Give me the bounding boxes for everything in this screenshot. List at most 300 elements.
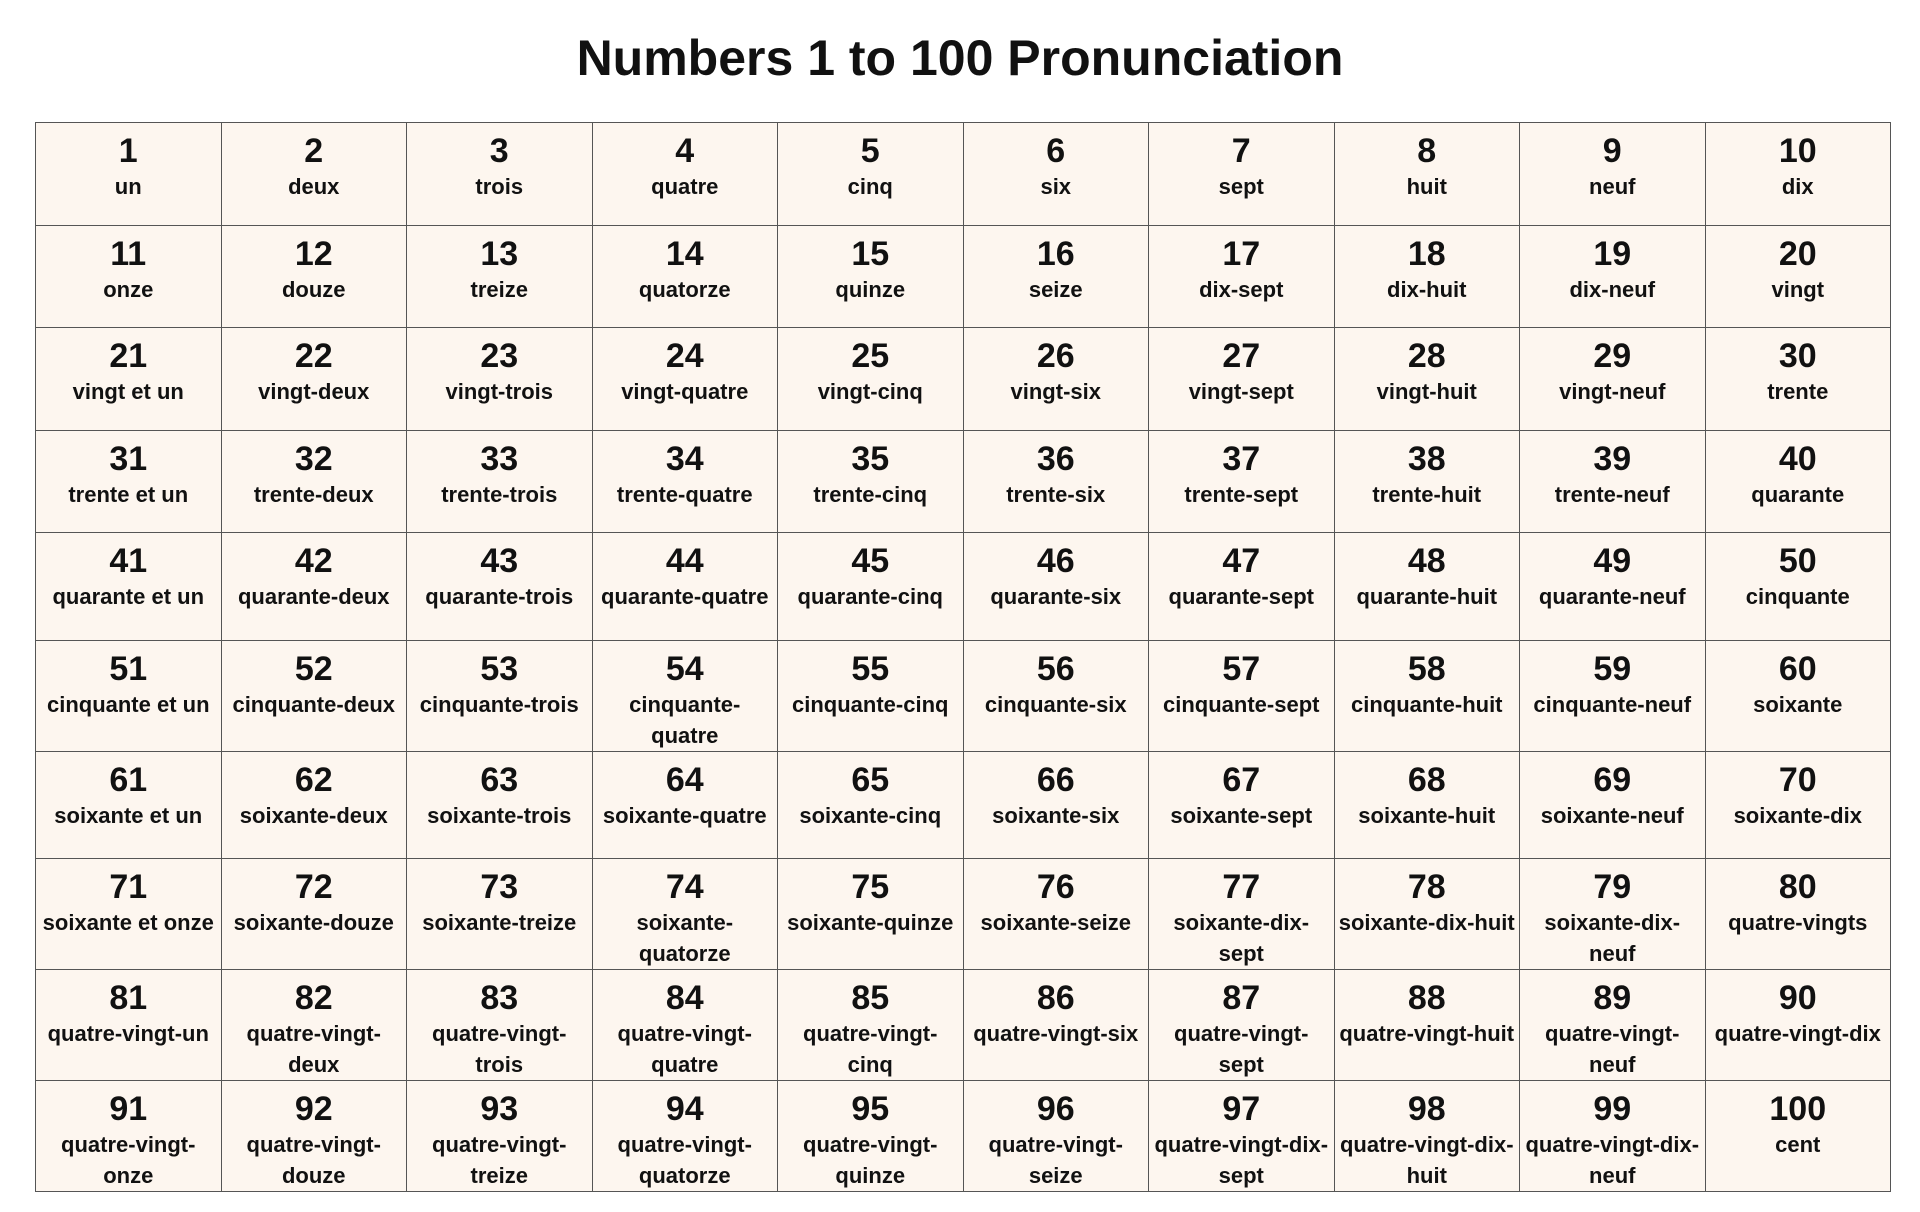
number-word: cinquante-six xyxy=(984,691,1127,717)
number-digit: 37 xyxy=(1222,439,1261,478)
number-cell xyxy=(1334,328,1520,431)
number-cell xyxy=(1334,123,1520,226)
number-word: quatre-vingt-seize xyxy=(988,1132,1123,1189)
number-word: trente-cinq xyxy=(813,481,928,507)
number-digit: 49 xyxy=(1593,542,1632,580)
number-word: quarante-huit xyxy=(1356,584,1498,609)
table-row xyxy=(36,533,1891,641)
number-word: quatre-vingt-un xyxy=(47,1021,209,1047)
number-digit: 59 xyxy=(1593,649,1632,688)
number-word: neuf xyxy=(1589,174,1636,199)
number-word: soixante-quinze xyxy=(787,910,954,936)
number-word: soixante-trois xyxy=(427,802,572,828)
number-cell xyxy=(407,640,593,751)
number-digit: 74 xyxy=(665,868,704,907)
number-cell xyxy=(1520,859,1706,970)
numbers-table-body xyxy=(36,123,1891,1192)
table-row xyxy=(36,123,1891,226)
number-cell xyxy=(778,328,964,431)
number-word: douze xyxy=(281,276,346,302)
number-digit: 31 xyxy=(109,439,148,478)
number-word: quatre-vingt-quinze xyxy=(803,1132,938,1189)
number-cell xyxy=(963,859,1149,970)
number-cell xyxy=(221,533,407,641)
number-cell xyxy=(221,640,407,751)
number-cell xyxy=(778,1081,964,1192)
number-word: quatre-vingt-dix-neuf xyxy=(1525,1132,1700,1189)
number-cell xyxy=(221,225,407,328)
number-word: trente-neuf xyxy=(1554,481,1670,507)
number-cell xyxy=(592,533,778,641)
number-word: sept xyxy=(1218,174,1264,199)
number-digit: 11 xyxy=(110,234,147,273)
number-cell xyxy=(1149,225,1335,328)
number-word: dix xyxy=(1781,174,1814,199)
number-cell xyxy=(1334,1081,1520,1192)
number-digit: 91 xyxy=(109,1090,148,1129)
number-word: quatre-vingt-dix xyxy=(1714,1021,1881,1047)
number-word: soixante xyxy=(1753,691,1843,717)
number-word: dix-huit xyxy=(1387,276,1467,302)
number-cell xyxy=(592,640,778,751)
number-word: trente-six xyxy=(1006,481,1106,507)
number-digit: 66 xyxy=(1036,760,1075,799)
number-cell xyxy=(36,225,222,328)
number-word: cinquante-trois xyxy=(419,691,579,717)
table-row xyxy=(36,859,1891,970)
number-cell xyxy=(963,430,1149,533)
number-digit: 73 xyxy=(480,868,519,907)
number-digit: 61 xyxy=(109,760,148,799)
number-word: quatre-vingt-six xyxy=(973,1021,1139,1047)
number-digit: 97 xyxy=(1222,1090,1261,1129)
number-digit: 51 xyxy=(109,649,148,688)
number-digit: 72 xyxy=(294,868,333,907)
number-cell xyxy=(592,970,778,1081)
number-cell xyxy=(407,970,593,1081)
number-digit: 87 xyxy=(1222,979,1261,1018)
number-word: vingt-neuf xyxy=(1559,379,1666,404)
number-cell xyxy=(592,225,778,328)
number-digit: 17 xyxy=(1222,234,1261,273)
number-cell xyxy=(778,533,964,641)
number-digit: 36 xyxy=(1036,439,1075,478)
number-digit: 18 xyxy=(1407,234,1446,273)
number-cell xyxy=(778,640,964,751)
number-cell xyxy=(592,123,778,226)
number-digit: 52 xyxy=(294,649,333,688)
number-digit: 46 xyxy=(1036,542,1075,580)
number-word: quatre-vingt-dix-sept xyxy=(1154,1132,1329,1189)
number-cell xyxy=(1705,328,1891,431)
number-cell xyxy=(963,640,1149,751)
number-cell xyxy=(221,859,407,970)
number-digit: 2 xyxy=(304,132,324,170)
number-word: soixante et onze xyxy=(42,910,214,936)
number-word: quarante-cinq xyxy=(797,584,943,609)
number-digit: 98 xyxy=(1407,1090,1446,1129)
table-row xyxy=(36,430,1891,533)
number-digit: 82 xyxy=(294,979,333,1018)
number-cell xyxy=(407,751,593,859)
number-cell xyxy=(407,430,593,533)
number-cell xyxy=(1334,533,1520,641)
number-word: soixante-six xyxy=(992,802,1120,828)
number-digit: 83 xyxy=(480,979,519,1018)
number-cell xyxy=(407,225,593,328)
number-word: quatre-vingt-onze xyxy=(61,1132,196,1189)
number-word: cinquante xyxy=(1745,584,1850,609)
number-digit: 30 xyxy=(1778,337,1817,375)
number-digit: 41 xyxy=(109,542,148,580)
number-cell xyxy=(963,123,1149,226)
number-word: cinquante et un xyxy=(46,691,210,717)
number-cell xyxy=(1149,123,1335,226)
number-digit: 76 xyxy=(1036,868,1075,907)
number-word: onze xyxy=(103,276,154,302)
number-cell xyxy=(778,751,964,859)
number-digit: 88 xyxy=(1407,979,1446,1018)
number-word: trente xyxy=(1767,379,1829,404)
numbers-table xyxy=(35,122,1891,1192)
number-cell xyxy=(36,430,222,533)
number-cell xyxy=(407,859,593,970)
number-word: quatre-vingt-neuf xyxy=(1545,1021,1680,1078)
number-word: soixante-dix-sept xyxy=(1173,910,1310,967)
number-word: quatre-vingt-cinq xyxy=(803,1021,938,1078)
number-digit: 79 xyxy=(1593,868,1632,907)
number-cell xyxy=(1705,751,1891,859)
number-digit: 34 xyxy=(665,439,704,478)
number-word: quarante xyxy=(1751,481,1845,507)
number-cell xyxy=(1520,328,1706,431)
number-word: soixante-seize xyxy=(980,910,1131,936)
number-word: quatre-vingt-douze xyxy=(246,1132,381,1189)
number-digit: 6 xyxy=(1046,132,1066,170)
number-word: trente-trois xyxy=(441,481,558,507)
number-digit: 1 xyxy=(118,132,138,170)
number-digit: 99 xyxy=(1593,1090,1632,1129)
number-word: vingt-huit xyxy=(1376,379,1477,404)
number-word: cinquante-sept xyxy=(1163,691,1320,717)
number-digit: 44 xyxy=(665,542,704,580)
number-digit: 38 xyxy=(1407,439,1446,478)
number-cell xyxy=(36,640,222,751)
number-word: trente-huit xyxy=(1372,481,1482,507)
number-digit: 85 xyxy=(851,979,890,1018)
number-digit: 92 xyxy=(294,1090,333,1129)
number-word: quatre-vingt-huit xyxy=(1339,1021,1515,1047)
number-digit: 86 xyxy=(1036,979,1075,1018)
number-cell xyxy=(221,751,407,859)
number-digit: 53 xyxy=(480,649,519,688)
number-digit: 80 xyxy=(1778,868,1817,907)
number-cell xyxy=(221,970,407,1081)
number-digit: 60 xyxy=(1778,649,1817,688)
number-word: vingt-quatre xyxy=(621,379,749,404)
number-cell xyxy=(592,1081,778,1192)
number-word: quarante-trois xyxy=(425,584,574,609)
number-word: quatorze xyxy=(638,276,731,302)
number-cell xyxy=(1520,970,1706,1081)
number-word: cinquante-neuf xyxy=(1533,691,1692,717)
number-digit: 55 xyxy=(851,649,890,688)
number-word: quatre-vingt-deux xyxy=(246,1021,381,1078)
number-cell xyxy=(1149,1081,1335,1192)
number-cell xyxy=(1705,123,1891,226)
number-cell xyxy=(1334,970,1520,1081)
number-digit: 48 xyxy=(1407,542,1446,580)
number-cell xyxy=(778,859,964,970)
number-cell xyxy=(36,1081,222,1192)
number-cell xyxy=(36,751,222,859)
number-word: soixante-quatorze xyxy=(636,910,734,967)
number-word: quatre-vingt-dix-huit xyxy=(1339,1132,1514,1189)
number-digit: 56 xyxy=(1036,649,1075,688)
number-digit: 50 xyxy=(1778,542,1817,580)
number-cell xyxy=(36,328,222,431)
number-word: trente-deux xyxy=(253,481,374,507)
number-cell xyxy=(36,123,222,226)
number-word: cinquante-quatre xyxy=(629,691,741,748)
number-word: quatre-vingt-sept xyxy=(1174,1021,1309,1078)
number-cell xyxy=(778,123,964,226)
number-word: vingt xyxy=(1771,276,1825,302)
number-digit: 22 xyxy=(294,337,333,375)
number-digit: 90 xyxy=(1778,979,1817,1018)
number-digit: 32 xyxy=(294,439,333,478)
number-digit: 78 xyxy=(1407,868,1446,907)
number-digit: 39 xyxy=(1593,439,1632,478)
number-cell xyxy=(1520,225,1706,328)
number-cell xyxy=(1334,751,1520,859)
number-cell xyxy=(1520,430,1706,533)
number-digit: 47 xyxy=(1222,542,1261,580)
number-word: trente et un xyxy=(68,481,189,507)
number-word: cent xyxy=(1775,1132,1821,1158)
table-row xyxy=(36,225,1891,328)
number-cell xyxy=(963,225,1149,328)
table-row xyxy=(36,1081,1891,1192)
number-digit: 27 xyxy=(1222,337,1261,375)
number-word: cinquante-huit xyxy=(1350,691,1503,717)
number-digit: 25 xyxy=(851,337,890,375)
number-digit: 70 xyxy=(1778,760,1817,799)
number-digit: 67 xyxy=(1222,760,1261,799)
number-cell xyxy=(36,970,222,1081)
number-digit: 9 xyxy=(1602,132,1622,170)
number-digit: 3 xyxy=(489,132,509,170)
number-word: soixante-deux xyxy=(239,802,388,828)
number-word: soixante-neuf xyxy=(1540,802,1684,828)
number-word: soixante-douze xyxy=(233,910,394,936)
number-digit: 8 xyxy=(1417,132,1437,170)
number-word: seize xyxy=(1028,276,1083,302)
number-word: quarante-deux xyxy=(237,584,390,609)
number-digit: 40 xyxy=(1778,439,1817,478)
number-word: vingt-six xyxy=(1010,379,1101,404)
table-row xyxy=(36,751,1891,859)
number-cell xyxy=(1149,430,1335,533)
number-cell xyxy=(1334,225,1520,328)
number-digit: 54 xyxy=(665,649,704,688)
number-cell xyxy=(407,533,593,641)
number-word: trente-quatre xyxy=(616,481,753,507)
number-word: cinq xyxy=(847,174,893,199)
number-digit: 14 xyxy=(665,234,704,273)
number-cell xyxy=(963,328,1149,431)
number-digit: 23 xyxy=(480,337,519,375)
number-cell xyxy=(1520,640,1706,751)
number-cell xyxy=(963,533,1149,641)
number-digit: 95 xyxy=(851,1090,890,1129)
number-digit: 5 xyxy=(860,132,880,170)
number-digit: 12 xyxy=(294,234,333,273)
number-cell xyxy=(1520,533,1706,641)
number-cell xyxy=(1334,430,1520,533)
number-word: quarante et un xyxy=(52,584,205,609)
number-word: vingt et un xyxy=(72,379,184,404)
number-digit: 29 xyxy=(1593,337,1632,375)
number-word: un xyxy=(114,174,142,199)
number-cell xyxy=(1149,859,1335,970)
number-cell xyxy=(36,533,222,641)
number-cell xyxy=(407,1081,593,1192)
number-word: soixante et un xyxy=(54,802,203,828)
number-digit: 84 xyxy=(665,979,704,1018)
number-digit: 100 xyxy=(1769,1090,1827,1129)
number-cell xyxy=(778,970,964,1081)
number-word: vingt-cinq xyxy=(817,379,923,404)
number-word: cinquante-cinq xyxy=(792,691,949,717)
number-cell xyxy=(778,430,964,533)
number-word: huit xyxy=(1406,174,1447,199)
number-word: treize xyxy=(470,276,528,302)
number-cell xyxy=(221,430,407,533)
number-digit: 96 xyxy=(1036,1090,1075,1129)
number-cell xyxy=(407,328,593,431)
number-word: quatre-vingt-quatre xyxy=(617,1021,752,1078)
number-cell xyxy=(1149,328,1335,431)
number-digit: 21 xyxy=(109,337,148,375)
number-word: soixante-dix-neuf xyxy=(1544,910,1681,967)
number-digit: 94 xyxy=(665,1090,704,1129)
number-digit: 10 xyxy=(1778,132,1817,170)
number-word: cinquante-deux xyxy=(232,691,396,717)
number-digit: 93 xyxy=(480,1090,519,1129)
number-cell xyxy=(221,123,407,226)
number-digit: 35 xyxy=(851,439,890,478)
number-word: quatre-vingt-quatorze xyxy=(617,1132,752,1189)
number-word: vingt-trois xyxy=(445,379,554,404)
number-cell xyxy=(1705,970,1891,1081)
number-cell xyxy=(963,751,1149,859)
number-cell xyxy=(963,1081,1149,1192)
number-cell xyxy=(778,225,964,328)
number-word: soixante-dix-huit xyxy=(1338,910,1515,936)
number-cell xyxy=(592,751,778,859)
number-digit: 19 xyxy=(1593,234,1632,273)
number-cell xyxy=(1705,1081,1891,1192)
number-cell xyxy=(592,430,778,533)
number-cell xyxy=(1520,1081,1706,1192)
number-cell xyxy=(221,328,407,431)
number-word: soixante-quatre xyxy=(602,802,767,828)
number-cell xyxy=(1705,859,1891,970)
number-word: quarante-quatre xyxy=(601,584,769,609)
number-cell xyxy=(221,1081,407,1192)
number-cell xyxy=(407,123,593,226)
number-cell xyxy=(1520,123,1706,226)
number-digit: 77 xyxy=(1222,868,1261,907)
number-cell xyxy=(1705,533,1891,641)
number-digit: 62 xyxy=(294,760,333,799)
number-digit: 71 xyxy=(109,868,148,907)
number-word: six xyxy=(1040,174,1072,199)
number-digit: 16 xyxy=(1036,234,1075,273)
number-digit: 43 xyxy=(480,542,519,580)
number-word: quatre xyxy=(651,174,719,199)
number-word: dix-neuf xyxy=(1569,276,1656,302)
number-cell xyxy=(1149,751,1335,859)
number-word: trois xyxy=(475,174,524,199)
number-word: trente-sept xyxy=(1184,481,1299,507)
number-word: soixante-cinq xyxy=(799,802,942,828)
number-digit: 28 xyxy=(1407,337,1446,375)
number-digit: 75 xyxy=(851,868,890,907)
number-digit: 45 xyxy=(851,542,890,580)
number-cell xyxy=(592,328,778,431)
number-word: quarante-six xyxy=(990,584,1122,609)
number-word: quatre-vingts xyxy=(1728,910,1868,936)
number-digit: 26 xyxy=(1036,337,1075,375)
number-digit: 65 xyxy=(851,760,890,799)
number-word: vingt-deux xyxy=(258,379,370,404)
number-cell xyxy=(1149,970,1335,1081)
number-digit: 81 xyxy=(109,979,148,1018)
number-digit: 68 xyxy=(1407,760,1446,799)
number-cell xyxy=(1334,640,1520,751)
number-cell xyxy=(1149,640,1335,751)
number-digit: 13 xyxy=(480,234,519,273)
number-digit: 7 xyxy=(1231,132,1251,170)
number-digit: 20 xyxy=(1778,234,1817,273)
number-digit: 63 xyxy=(480,760,519,799)
number-digit: 57 xyxy=(1222,649,1261,688)
number-cell xyxy=(963,970,1149,1081)
number-cell xyxy=(1149,533,1335,641)
number-word: soixante-huit xyxy=(1358,802,1496,828)
number-cell xyxy=(1705,640,1891,751)
number-word: quatre-vingt-treize xyxy=(432,1132,567,1189)
number-word: soixante-dix xyxy=(1733,802,1862,828)
number-digit: 15 xyxy=(851,234,890,273)
number-cell xyxy=(36,859,222,970)
number-word: quatre-vingt-trois xyxy=(432,1021,567,1078)
number-cell xyxy=(1520,751,1706,859)
number-cell xyxy=(1705,430,1891,533)
number-digit: 89 xyxy=(1593,979,1632,1018)
number-word: quinze xyxy=(835,276,906,302)
table-row xyxy=(36,640,1891,751)
number-cell xyxy=(1334,859,1520,970)
number-digit: 4 xyxy=(675,132,695,170)
page-title: Numbers 1 to 100 Pronunciation xyxy=(576,30,1344,86)
number-digit: 33 xyxy=(480,439,519,478)
number-word: vingt-sept xyxy=(1188,379,1294,404)
number-word: soixante-treize xyxy=(422,910,577,936)
number-word: soixante-sept xyxy=(1170,802,1313,828)
